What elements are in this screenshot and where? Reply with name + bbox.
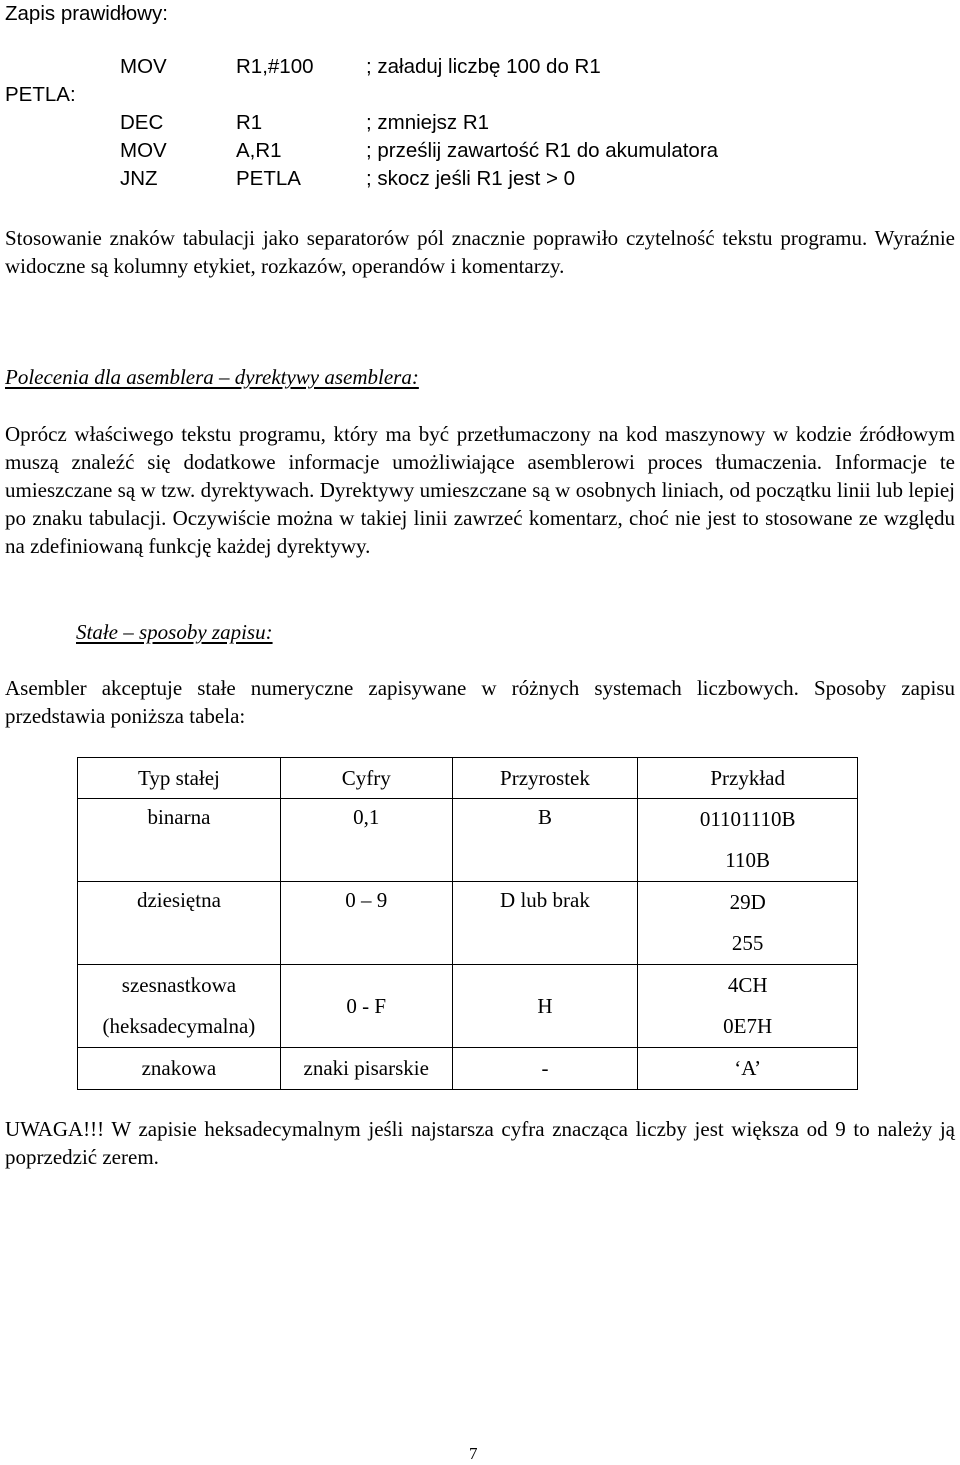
table-cell-digits: 0 - F — [280, 965, 452, 1048]
column-header: Przyrostek — [452, 758, 638, 799]
example-value: 29D — [729, 890, 766, 914]
example-value: 4CH — [727, 973, 768, 997]
table-row — [78, 1048, 858, 1090]
column-header: Typ stałej — [78, 758, 281, 799]
table-row — [78, 965, 858, 1048]
table-cell-type — [78, 1048, 281, 1090]
table-cell-examples — [638, 799, 858, 882]
heading-directives: Polecenia dla asemblera – dyrektywy asemblera: — [5, 365, 419, 389]
table-cell-examples — [638, 882, 858, 965]
type-text: szesnastkowa — [121, 973, 237, 997]
table-cell-examples — [638, 1048, 858, 1090]
warning-paragraph: UWAGA!!! W zapisie heksadecymalnym jeśli najstarsza cyfra znacząca liczby jest większa od 9 to należy ją poprzedzić zerem. — [5, 1117, 955, 1169]
example-value: 0E7H — [723, 1014, 773, 1038]
table-cell-examples — [638, 965, 858, 1048]
code-mnemonic: DEC — [120, 111, 164, 134]
code-operand: R1,#100 — [236, 55, 314, 78]
table-cell-suffix: D lub brak — [452, 882, 638, 965]
code-operand: PETLA — [236, 167, 301, 190]
code-comment: ; prześlij zawartość R1 do akumulatora — [366, 139, 719, 162]
constants-table — [77, 757, 858, 1090]
type-text: (heksadecymalna) — [102, 1014, 256, 1038]
table-cell-suffix: H — [452, 965, 638, 1048]
table-cell-digits: 0 – 9 — [280, 882, 452, 965]
code-mnemonic: JNZ — [120, 167, 158, 190]
table-cell-suffix: B — [452, 799, 638, 882]
paragraph-tabs: Stosowanie znaków tabulacji jako separatorów pól znacznie poprawiło czytelność tekstu programu. Wyraźnie widoczne są kolumny etykiet, rozkazów, operandów i komentarzy. — [5, 226, 955, 278]
type-text: dziesiętna — [136, 888, 221, 912]
intro-label: Zapis prawidłowy: — [5, 2, 168, 25]
table-row — [78, 799, 858, 882]
code-operand: A,R1 — [236, 139, 282, 162]
code-comment: ; załaduj liczbę 100 do R1 — [366, 55, 601, 78]
table-cell-digits: 0,1 — [280, 799, 452, 882]
table-cell-type — [78, 799, 281, 882]
column-header: Przykład — [638, 758, 858, 799]
code-comment: ; zmniejsz R1 — [366, 111, 490, 134]
table-cell-type — [78, 965, 281, 1048]
table-row — [78, 882, 858, 965]
table-cell-suffix: - — [452, 1048, 638, 1090]
code-comment: ; skocz jeśli R1 jest > 0 — [366, 167, 576, 190]
code-operand: R1 — [236, 111, 263, 134]
page-number: 7 — [469, 1444, 478, 1463]
table-cell-digits: znaki pisarskie — [280, 1048, 452, 1090]
code-label: PETLA: — [5, 83, 76, 106]
example-value: ‘A’ — [734, 1056, 762, 1080]
paragraph-constants: Asembler akceptuje stałe numeryczne zapisywane w różnych systemach liczbowych. Sposoby zapisu przedstawia poniższa tabela: — [5, 676, 955, 728]
example-value: 255 — [731, 931, 764, 955]
type-text: znakowa — [141, 1056, 217, 1080]
example-value: 01101110B — [699, 807, 796, 831]
paragraph-directives: Oprócz właściwego tekstu programu, który ma być przetłumaczony na kod maszynowy w kodzie źródłowym muszą znaleźć się dodatkowe informacje umożliwiające asemblerowi proces tłumaczenia. Informacje te umieszczane są w tzw. dyrektywach. Dyrektywy umieszczane są w osobnych liniach, od początku linii lub lepiej po znaku tabulacji. Oczywiście można w takiej linii zawrzeć komentarz, choć nie jest to stosowane ze względu na zdefiniowaną funkcję każdej dyrektywy. — [5, 422, 955, 558]
heading-constants: Stałe – sposoby zapisu: — [76, 620, 273, 644]
table-cell-type — [78, 882, 281, 965]
code-mnemonic: MOV — [120, 139, 167, 162]
code-mnemonic: MOV — [120, 55, 167, 78]
table-header-row — [78, 758, 858, 799]
type-text: binarna — [147, 805, 211, 829]
example-value: 110B — [725, 848, 771, 872]
column-header: Cyfry — [280, 758, 452, 799]
